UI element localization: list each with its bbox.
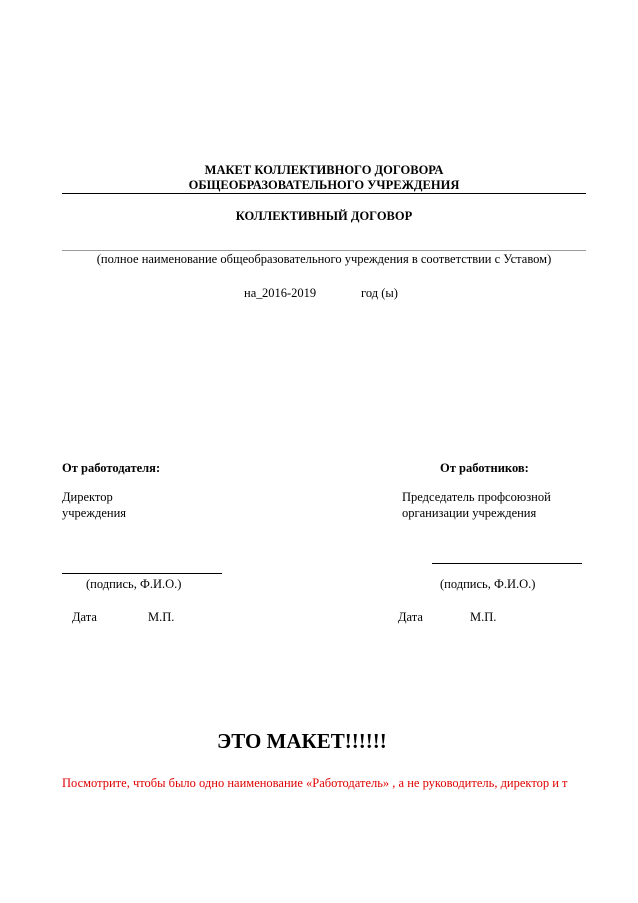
institution-name-line: [62, 250, 586, 251]
period-prefix: на_: [244, 286, 263, 300]
document-title: КОЛЛЕКТИВНЫЙ ДОГОВОР: [235, 209, 413, 223]
employer-signature-line: [62, 573, 222, 574]
employees-role-line-1: Председатель профсоюзной: [402, 490, 551, 504]
employer-stamp-label: М.П.: [148, 610, 175, 624]
header-rule: [62, 193, 586, 194]
employees-role-line-2: организации учреждения: [402, 506, 537, 520]
employees-date-label: Дата: [398, 610, 423, 624]
employer-signature-caption: (подпись, Ф.И.О.): [86, 577, 182, 591]
period-suffix: год (ы): [361, 286, 398, 300]
employees-signature-caption: (подпись, Ф.И.О.): [440, 577, 536, 591]
employer-role-line-1: Директор: [62, 490, 113, 504]
employer-role-line-2: учреждения: [62, 506, 127, 520]
template-warning: ЭТО МАКЕТ!!!!!!: [217, 729, 387, 753]
employees-signature-line: [432, 563, 582, 564]
header-line-1: МАКЕТ КОЛЛЕКТИВНОГО ДОГОВОРА: [204, 163, 444, 177]
naming-note: Посмотрите, чтобы было одно наименование «Работодатель» , а не руководитель, директор и т: [62, 776, 568, 790]
employer-heading: От работодателя:: [62, 461, 161, 475]
institution-name-caption: (полное наименование общеобразовательного учреждения в соответствии с Уставом): [96, 252, 552, 266]
employees-stamp-label: М.П.: [470, 610, 497, 624]
header-line-2: ОБЩЕОБРАЗОВАТЕЛЬНОГО УЧРЕЖДЕНИЯ: [188, 178, 460, 192]
employer-date-label: Дата: [72, 610, 97, 624]
period-years: 2016-2019: [262, 286, 317, 300]
employees-heading: От работников:: [440, 461, 529, 475]
